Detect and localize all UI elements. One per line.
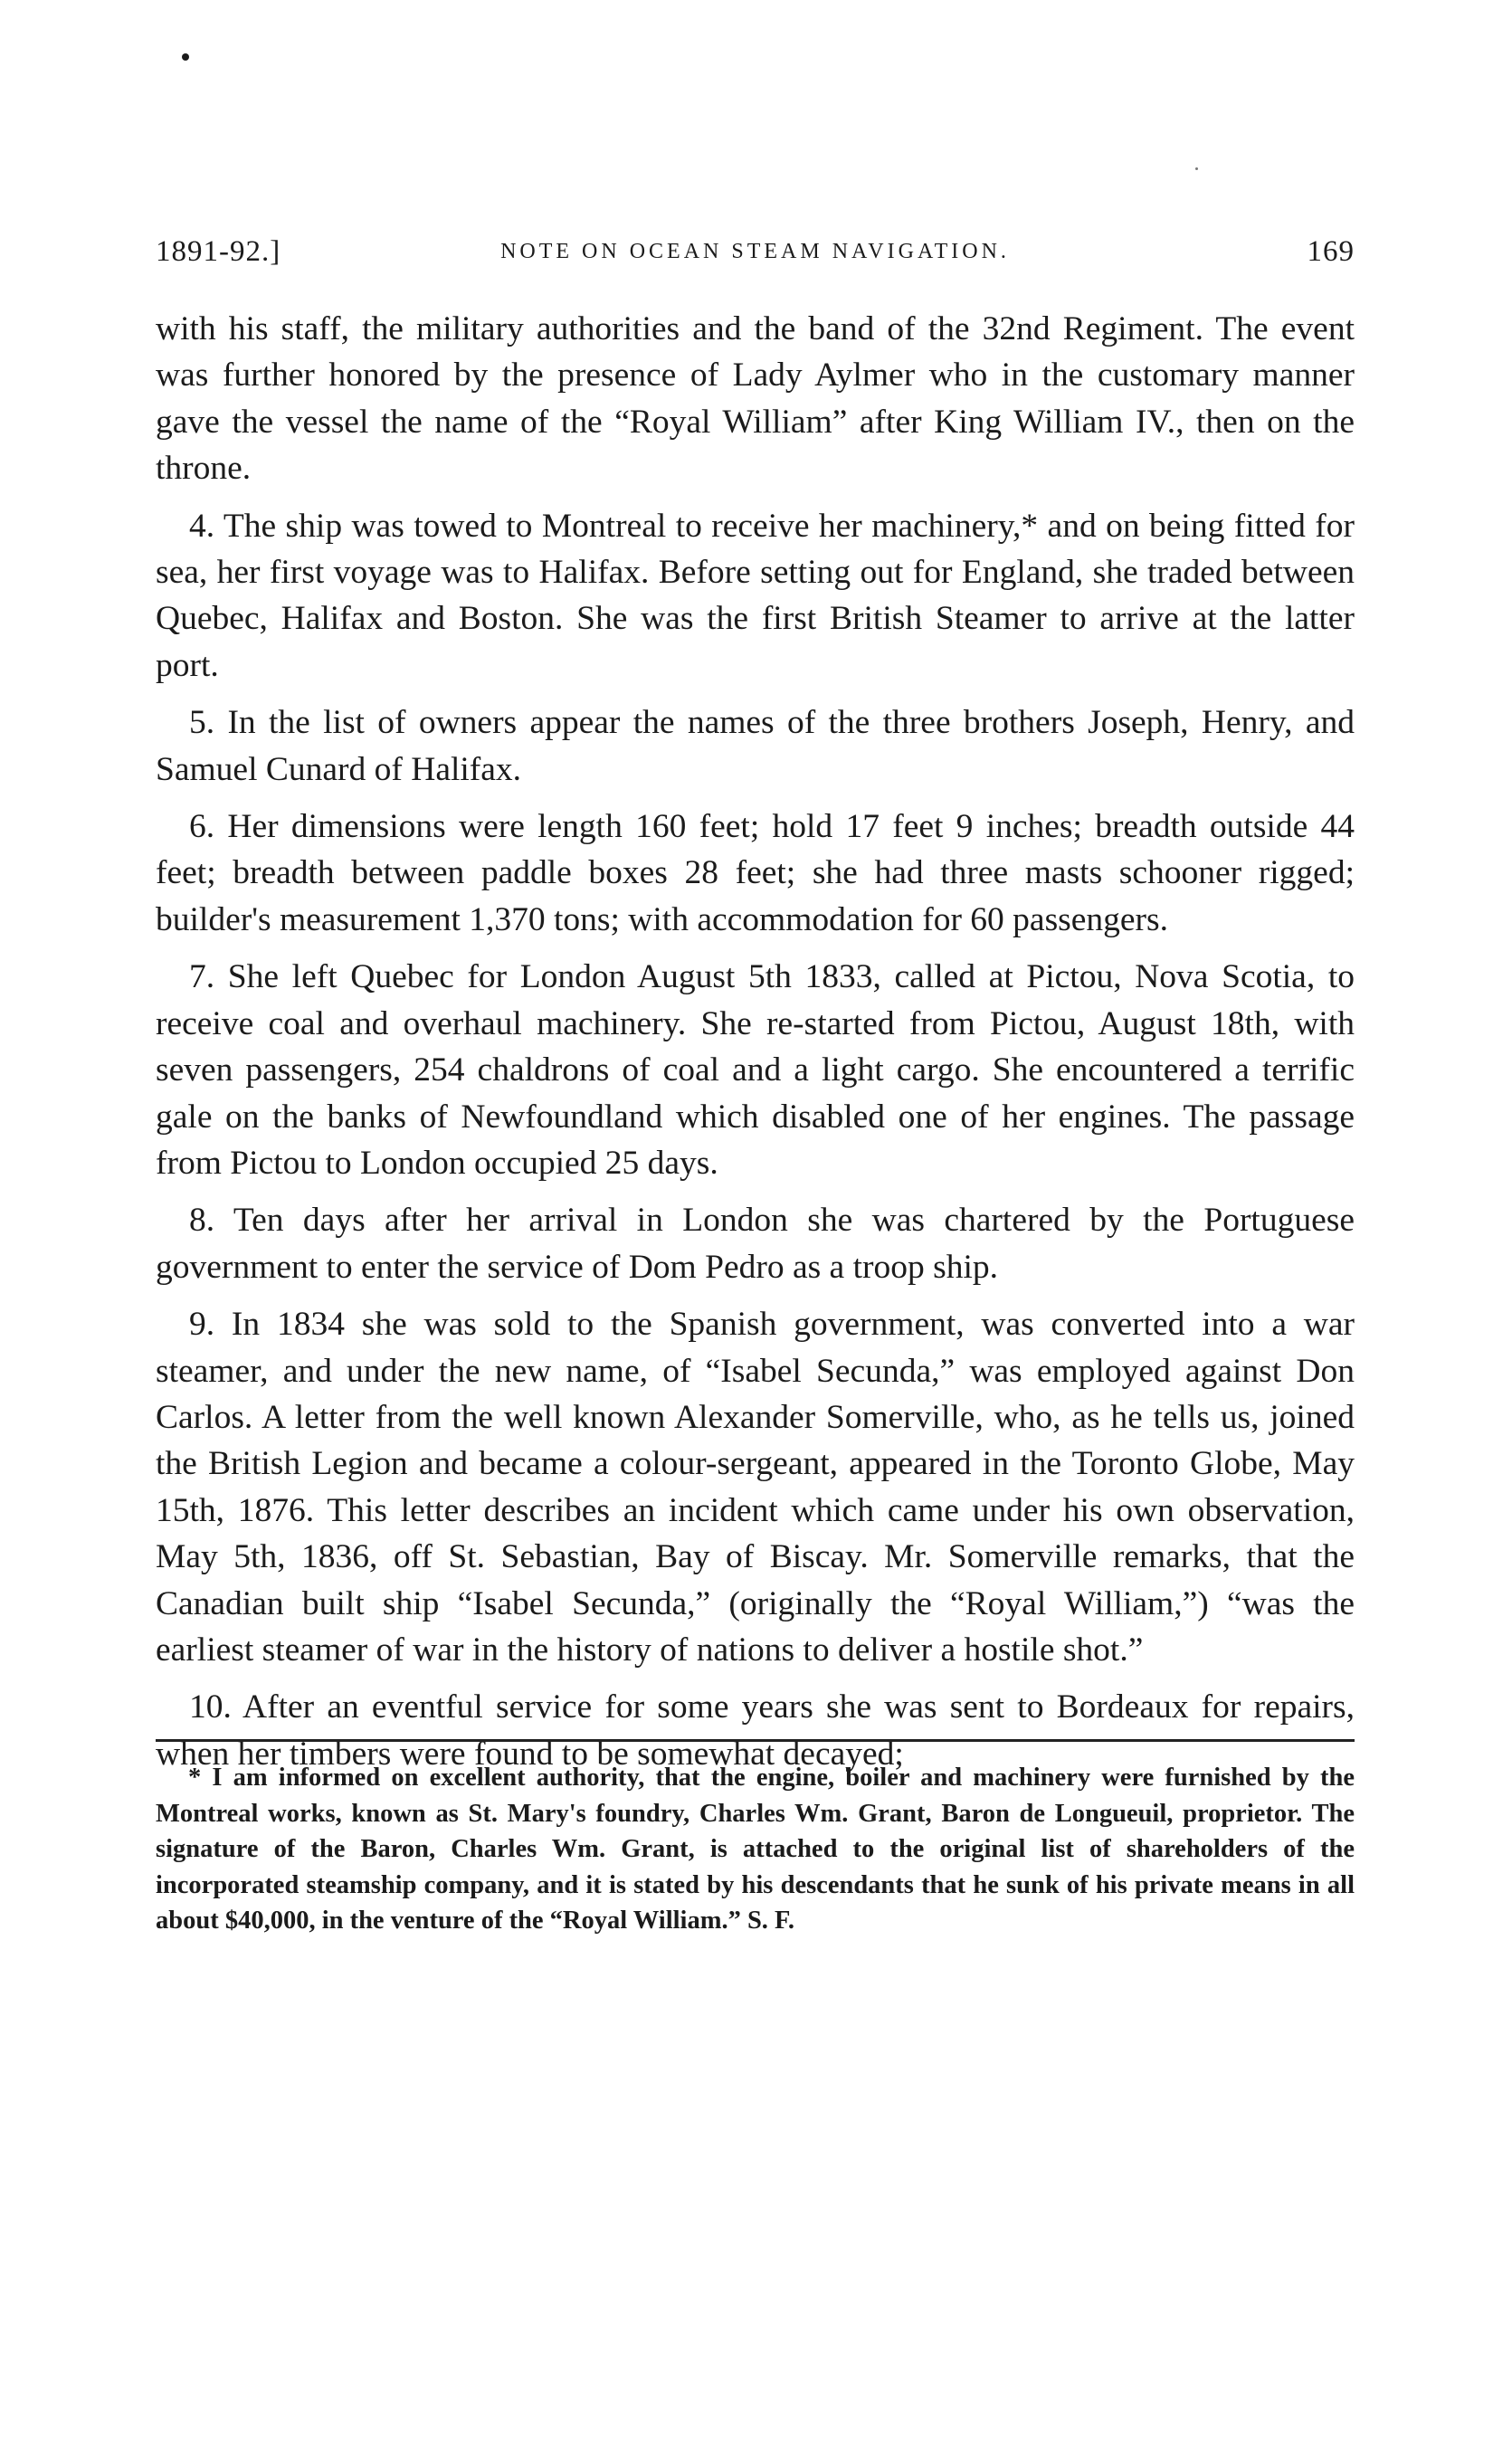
paragraph-8: 8. Ten days after her arrival in London she was chartered by the Portuguese government to enter the service of Dom Pedro as a troop ship. [156,1202,1355,1286]
body-text [156,306,1355,1788]
footnote-divider [156,1739,1355,1742]
paragraph-7: 7. She left Quebec for London August 5th 1833, called at Pictou, Nova Scotia, to receive coal and overhaul machinery. She re-started from Pictou, August 18th, with seven passengers, 254 chaldrons of coal and a light cargo. She encountered a terrific gale on the banks of Newfoundland which disabled one of her engines. The passage from Pictou to London occupied 25 days. [156,958,1355,1182]
running-header [156,231,1355,272]
page-speck [182,53,189,61]
paragraph-4: 4. The ship was towed to Montreal to receive her machinery,* and on being fitted for sea, her first voyage was to Halifax. Before setting out for England, she traded between Quebec, Halifax and Boston. She was the first British Steamer to arrive at the latter port. [156,507,1355,684]
header-title: NOTE ON OCEAN STEAM NAVIGATION. [500,240,1010,263]
paragraph-continuation: with his staff, the military authorities and the band of the 32nd Regiment. The event was further honored by the presence of Lady Aylmer who in the customary manner gave the vessel the name of the “Royal William” after King William IV., then on the throne. [156,310,1355,488]
paragraph-10: 10. After an eventful service for some years she was sent to Bordeaux for repairs, when her timbers were found to be somewhat decayed; [156,1688,1355,1773]
footnote: * I am informed on excellent authority, that the engine, boiler and machinery were furnished by the Montreal works, known as St. Mary's foundry, Charles Wm. Grant, Baron de Longueuil, proprietor. The signature of the Baron, Charles Wm. Grant, is attached to the original list of shareholders of the incorporated steamship company, and it is stated by his descendants that he sunk of his private means in all about $40,000, in the venture of the “Royal William.” S. F. [156,1764,1355,1935]
page-speck-small [1195,167,1198,170]
paragraph-6: 6. Her dimensions were length 160 feet; hold 17 feet 9 inches; breadth outside 44 feet; breadth between paddle boxes 28 feet; she had three masts schooner rigged; builder's measurement 1,370 tons; with accommodation for 60 passengers. [156,808,1355,938]
paragraph-5: 5. In the list of owners appear the names of the three brothers Joseph, Henry, and Samuel Cunard of Halifax. [156,704,1355,788]
paragraph-9: 9. In 1834 she was sold to the Spanish government, was converted into a war steamer, and under the new name, of “Isabel Secunda,” was employed against Don Carlos. A letter from the well known Alexander Somerville, who, as he tells us, joined the British Legion and became a colour-sergeant, appeared in the Toronto Globe, May 15th, 1876. This letter describes an incident which came under his own observation, May 5th, 1836, off St. Sebastian, Bay of Biscay. Mr. Somerville remarks, that the Canadian built ship “Isabel Secunda,” (originally the “Royal William,”) “was the earliest steamer of war in the history of nations to deliver a hostile shot.” [156,1306,1355,1669]
header-year: 1891-92.] [156,235,281,268]
page-number: 169 [1307,235,1355,268]
